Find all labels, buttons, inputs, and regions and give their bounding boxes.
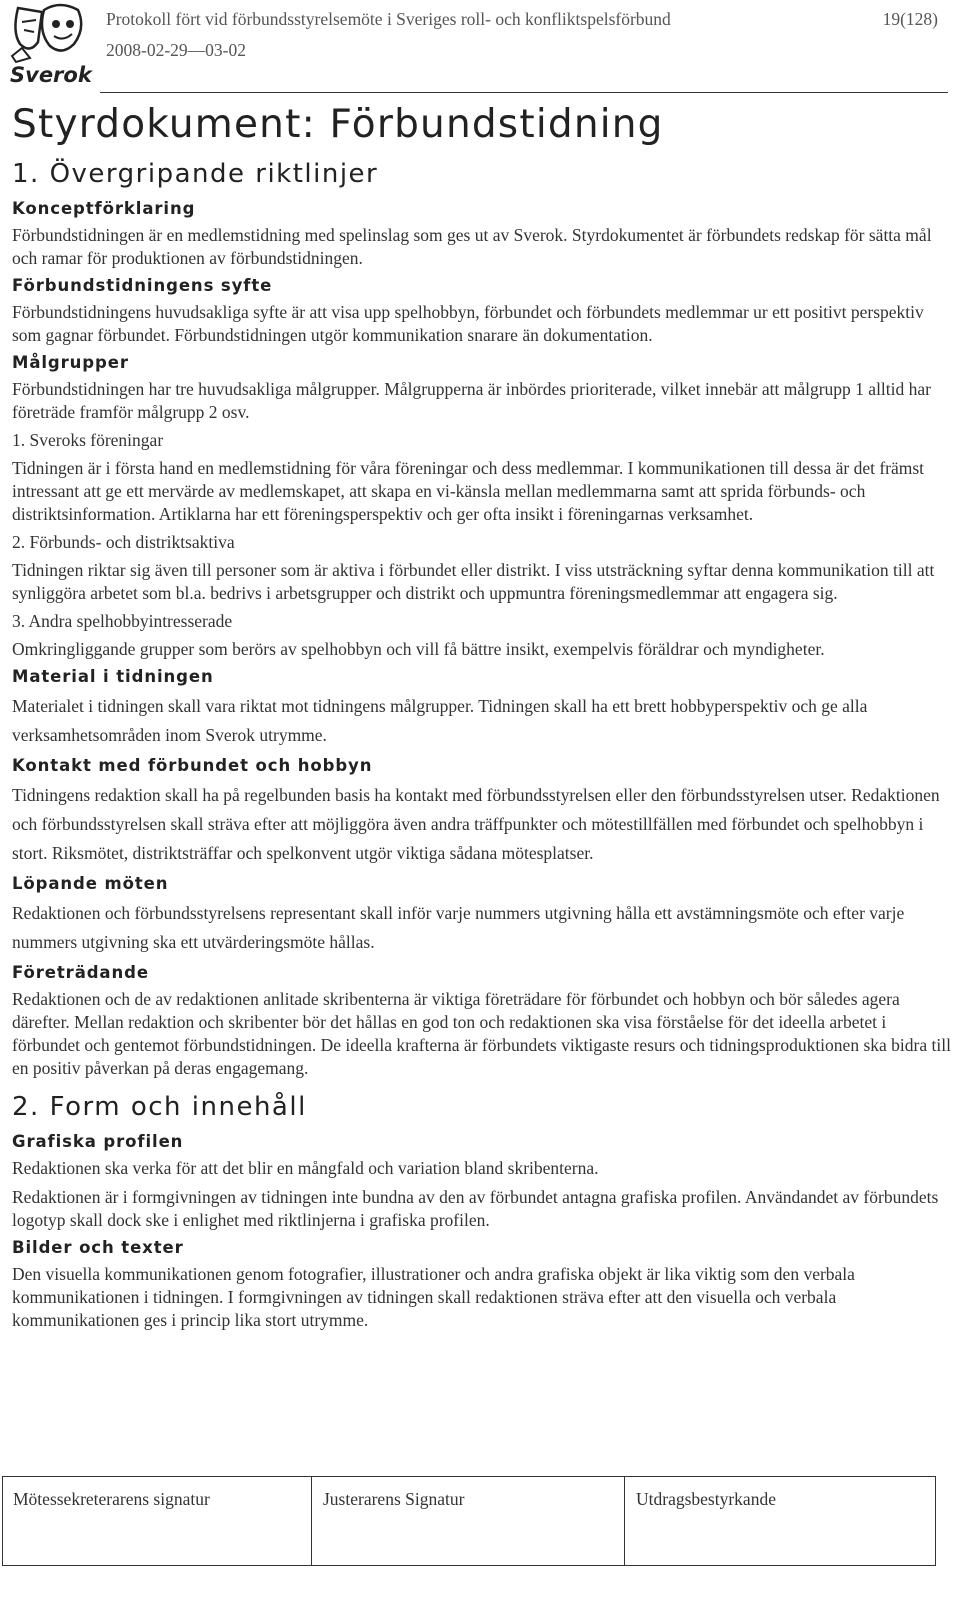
certifier-label: Utdragsbestyrkande [636, 1489, 776, 1509]
header-date: 2008-02-29—03-02 [106, 40, 246, 60]
target-group-title: 3. Andra spelhobbyintresserade [12, 611, 233, 631]
subsection-heading: Företrädande [12, 963, 149, 982]
header-divider [100, 92, 948, 93]
paragraph: Förbundstidningens huvudsakliga syfte är att visa upp spelhobbyn, förbundet och förbundets medlemmar ur ett positivt perspektiv som gagnar förbundet. Förbundstidningen utgör kommunikation snarare än dokumentation. [12, 302, 924, 345]
paragraph: Tidningen riktar sig även till personer som är aktiva i förbundet eller distrikt. I viss utsträckning syftar denna kommunikation till att synliggöra arbetet som bl.a. bedrivs i arbetsgrupper och distrikt och uppmuntra föreningsmedlemmar att engagera sig. [12, 560, 935, 603]
subsection-heading: Material i tidningen [12, 667, 214, 686]
signature-box [2, 1476, 936, 1566]
subsection-heading: Förbundstidningens syfte [12, 276, 273, 295]
document-body [12, 98, 952, 1338]
subsection-heading: Målgrupper [12, 353, 129, 372]
paragraph: Den visuella kommunikationen genom fotografier, illustrationer och andra grafiska objekt är lika viktig som den verbala kommunikationen i tidningen. I formgivningen av tidningen skall redaktionen sträva efter att den visuella och verbala kommunikationen ges i princip lika stort utrymme. [12, 1264, 855, 1330]
section-heading: 2. Form och innehåll [12, 1092, 307, 1122]
paragraph: Redaktionen är i formgivningen av tidningen inte bundna av den av förbundet antagna grafiska profilen. Användandet av förbundets logotyp skall dock ske i enlighet med riktlinjerna i grafiska profilen. [12, 1187, 939, 1230]
subsection-heading: Kontakt med förbundet och hobbyn [12, 756, 373, 775]
section-heading: 1. Övergripande riktlinjer [12, 159, 379, 189]
subsection-heading: Bilder och texter [12, 1238, 184, 1257]
subsection-heading: Löpande möten [12, 874, 169, 893]
secretary-signature-label: Mötessekreterarens signatur [13, 1489, 210, 1509]
paragraph: Förbundstidningen har tre huvudsakliga målgrupper. Målgrupperna är inbördes prioriterade, vilket innebär att målgrupp 1 alltid har företräde framför målgrupp 2 osv. [12, 379, 931, 422]
paragraph: Omkringliggande grupper som berörs av spelhobbyn och vill få bättre insikt, exempelvis föräldrar och myndigheter. [12, 639, 825, 659]
header-title: Protokoll fört vid förbundsstyrelsemöte i Sveriges roll- och konfliktspelsförbund [106, 9, 671, 29]
paragraph: Redaktionen ska verka för att det blir en mångfald och variation bland skribenterna. [12, 1158, 599, 1178]
page-number: 19(128) [882, 9, 938, 29]
signature-divider [311, 1477, 312, 1565]
adjuster-signature-label: Justerarens Signatur [323, 1489, 465, 1509]
document-title: Styrdokument: Förbundstidning [12, 102, 664, 147]
subsection-heading: Grafiska profilen [12, 1132, 184, 1151]
signature-divider [624, 1477, 625, 1565]
paragraph: Redaktionen och de av redaktionen anlitade skribenterna är viktiga företrädare för förbundet och hobbyn och bör således agera därefter. Mellan redaktion och skribenter bör det hållas en god ton och redaktionen ska visa förståelse för det ideella arbetet i förbundet och gentemot förbundstidningen. De ideella krafterna är förbundets viktigaste resurs och tidningsproduktionen ska bidra till en positiv påverkan på deras engagemang. [12, 989, 951, 1078]
logo-text: Sverok [10, 63, 92, 86]
paragraph: Förbundstidningen är en medlemstidning med spelinslag som ges ut av Sverok. Styrdokumentet är förbundets redskap för sätta mål och ramar för produktionen av förbundstidningen. [12, 225, 932, 268]
paragraph: Redaktionen och förbundsstyrelsens representant skall inför varje nummers utgivning hålla ett avstämningsmöte och efter varje nummers utgivning ska ett utvärderingsmöte hållas. [12, 903, 905, 952]
subsection-heading: Konceptförklaring [12, 199, 196, 218]
paragraph: Tidningen är i första hand en medlemstidning för våra föreningar och dess medlemmar. I kommunikationen till dessa är det främst intressant att ge ett mervärde av medlemskapet, att skapa en vi-känsla mellan medlemmarna samt att sprida förbunds- och distriktsinformation. Artiklarna har ett föreningsperspektiv och ger ofta insikt i föreningarnas verksamhet. [12, 458, 925, 524]
sverok-logo [8, 2, 98, 86]
paragraph: Tidningens redaktion skall ha på regelbunden basis ha kontakt med förbundsstyrelsen eller den förbundsstyrelsen utser. Redaktionen och förbundsstyrelsen skall sträva efter att möjliggöra även andra träffpunkter och mötestillfällen med förbundet och spelhobbyn i stort. Riksmötet, distriktsträffar och spelkonvent utgör viktiga sådana mötesplatser. [12, 785, 940, 863]
target-group-title: 1. Sveroks föreningar [12, 430, 164, 450]
target-group-title: 2. Förbunds- och distriktsaktiva [12, 532, 235, 552]
paragraph: Materialet i tidningen skall vara riktat mot tidningens målgrupper. Tidningen skall ha ett brett hobbyperspektiv och ge alla verksamhetsområden inom Sverok utrymme. [12, 696, 868, 745]
